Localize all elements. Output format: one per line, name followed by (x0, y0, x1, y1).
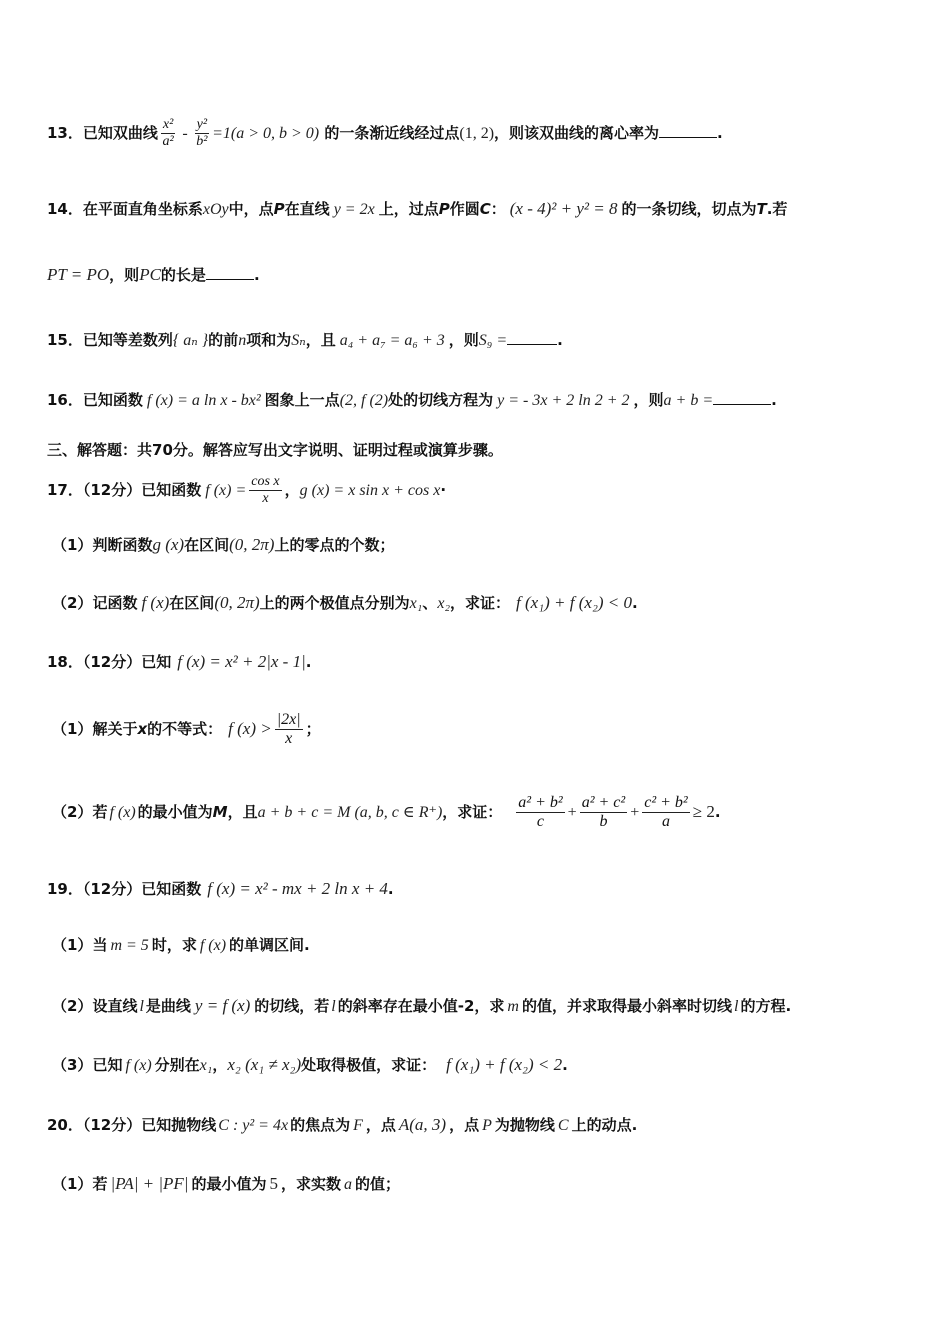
point: (1, 2) (459, 125, 495, 142)
problem-19: 19．（12分）已知函数 f (x) = x² - mx + 2 ln x + 4. (47, 879, 394, 898)
fraction-3: $\frac{\text{c² + b²}}{a}$ (644, 794, 688, 830)
problem-20-part-1: （1）若 |PA| + |PF| 的最小值为 5 ，求实数 a 的值； (52, 1174, 401, 1193)
problem-19-part-3: （3）已知 f (x) 分别在x₁，x₂ (x₁ ≠ x₂)处取得极值，求证： f (x₁) + f (x₂) < 2. (52, 1055, 568, 1074)
problem-19-part-2: （2）设直线 l 是曲线 y = f (x) 的切线，若 l 的斜率存在最小值-2，求 m 的值，并求取得最小斜率时切线 l 的方程. (52, 996, 792, 1015)
problem-19-part-1: （1）当 m = 5 时，求 f (x) 的单调区间. (52, 936, 310, 954)
problem-number: 14． (47, 200, 83, 218)
problem-17: 17．（12分）已知函数 f (x) = $\frac{\text{cos x}}{x}$ ，g (x) = x sin x + cos x· (47, 474, 447, 506)
problem-16: 16．已知函数 f (x) = a ln x - bx² 图象上一点(2, f (2)处的切线方程为 y = - 3x + 2 ln 2 + 2 ，则a + b = . (47, 391, 777, 409)
hyperbola-condition: =1(a > 0, b > 0) (212, 125, 320, 142)
problem-18-part-1: （1）解关于x的不等式： f (x) > $\frac{|2x|}{x}$ ； (52, 711, 321, 747)
fraction-cosx-x: $\frac{\text{cos x}}{x}$ (251, 474, 280, 506)
answer-blank (713, 403, 771, 405)
problem-17-part-1: （1）判断函数g (x)在区间(0, 2π)上的零点的个数； (52, 535, 395, 554)
problem-number: 19． (47, 880, 83, 898)
problem-number: 18． (47, 653, 83, 671)
problem-number: 15． (47, 331, 83, 349)
problem-14: 14．在平面直角坐标系xOy中，点P在直线 y = 2x 上，过点P作圆C： (x - 4)² + y² = 8 的一条切线，切点为T.若 (47, 199, 788, 218)
answer-blank (206, 278, 254, 280)
problem-number: 20． (47, 1116, 83, 1134)
problem-20: 20．（12分）已知抛物线 C : y² = 4x 的焦点为 F ，点 A(a, 3) ，点 P 为抛物线 C 上的动点. (47, 1115, 638, 1134)
problem-18: 18．（12分）已知 f (x) = x² + 2|x - 1|. (47, 652, 312, 671)
problem-text: 已知双曲线 (82, 124, 158, 142)
fraction-2: $\frac{\text{a² + c²}}{b}$ (581, 794, 626, 830)
fraction-1: $\frac{\text{a² + b²}}{c}$ (518, 794, 563, 830)
problem-number: 17． (47, 481, 83, 499)
answer-blank (507, 343, 557, 345)
problem-number: 16． (47, 391, 83, 409)
problem-17-part-2: （2）记函数 f (x)在区间(0, 2π)上的两个极值点分别为x₁、x₂，求证： f (x₁) + f (x₂) < 0. (52, 593, 638, 612)
problem-13: 13．已知双曲线 $\frac{\text{x²}}{\text{a²}}$ - $\frac{\text{y²}}{\text{b²}}$ =1(a > 0, b > 0) 的一条渐近线经过点(1, 2)，则该双曲线的离心率为 . (47, 117, 723, 149)
circle-equation: (x - 4)² + y² = 8 (509, 199, 618, 218)
fraction-y2-b2: $\frac{\text{y²}}{\text{b²}}$ (196, 117, 208, 149)
problem-15: 15．已知等差数列{ aₙ }的前n项和为Sₙ，且 a₄ + a₇ = a₆ + 3 ，则S₉ = . (47, 331, 563, 349)
problem-number: 13． (47, 124, 83, 142)
problem-18-part-2: （2）若 f (x) 的最小值为M，且a + b + c = M (a, b, c ∈ R⁺)，求证： $\frac{\text{a² + b²}}{c}$ + $\frac{\text{a² + c²}}{b}$ + $\frac{\text{c² + b²}}{a}$ ≥ 2. (52, 794, 721, 830)
answer-blank (659, 136, 717, 138)
problem-14-cont: PT = PO，则PC的长是 . (47, 265, 260, 284)
fraction-x2-a2: $\frac{\text{x²}}{\text{a²}}$ (162, 117, 174, 149)
fraction-abs2x-x: $\frac{|2x|}{x}$ (276, 711, 301, 747)
section-heading: 三、解答题：共70分。解答应写出文字说明、证明过程或演算步骤。 (47, 441, 503, 459)
